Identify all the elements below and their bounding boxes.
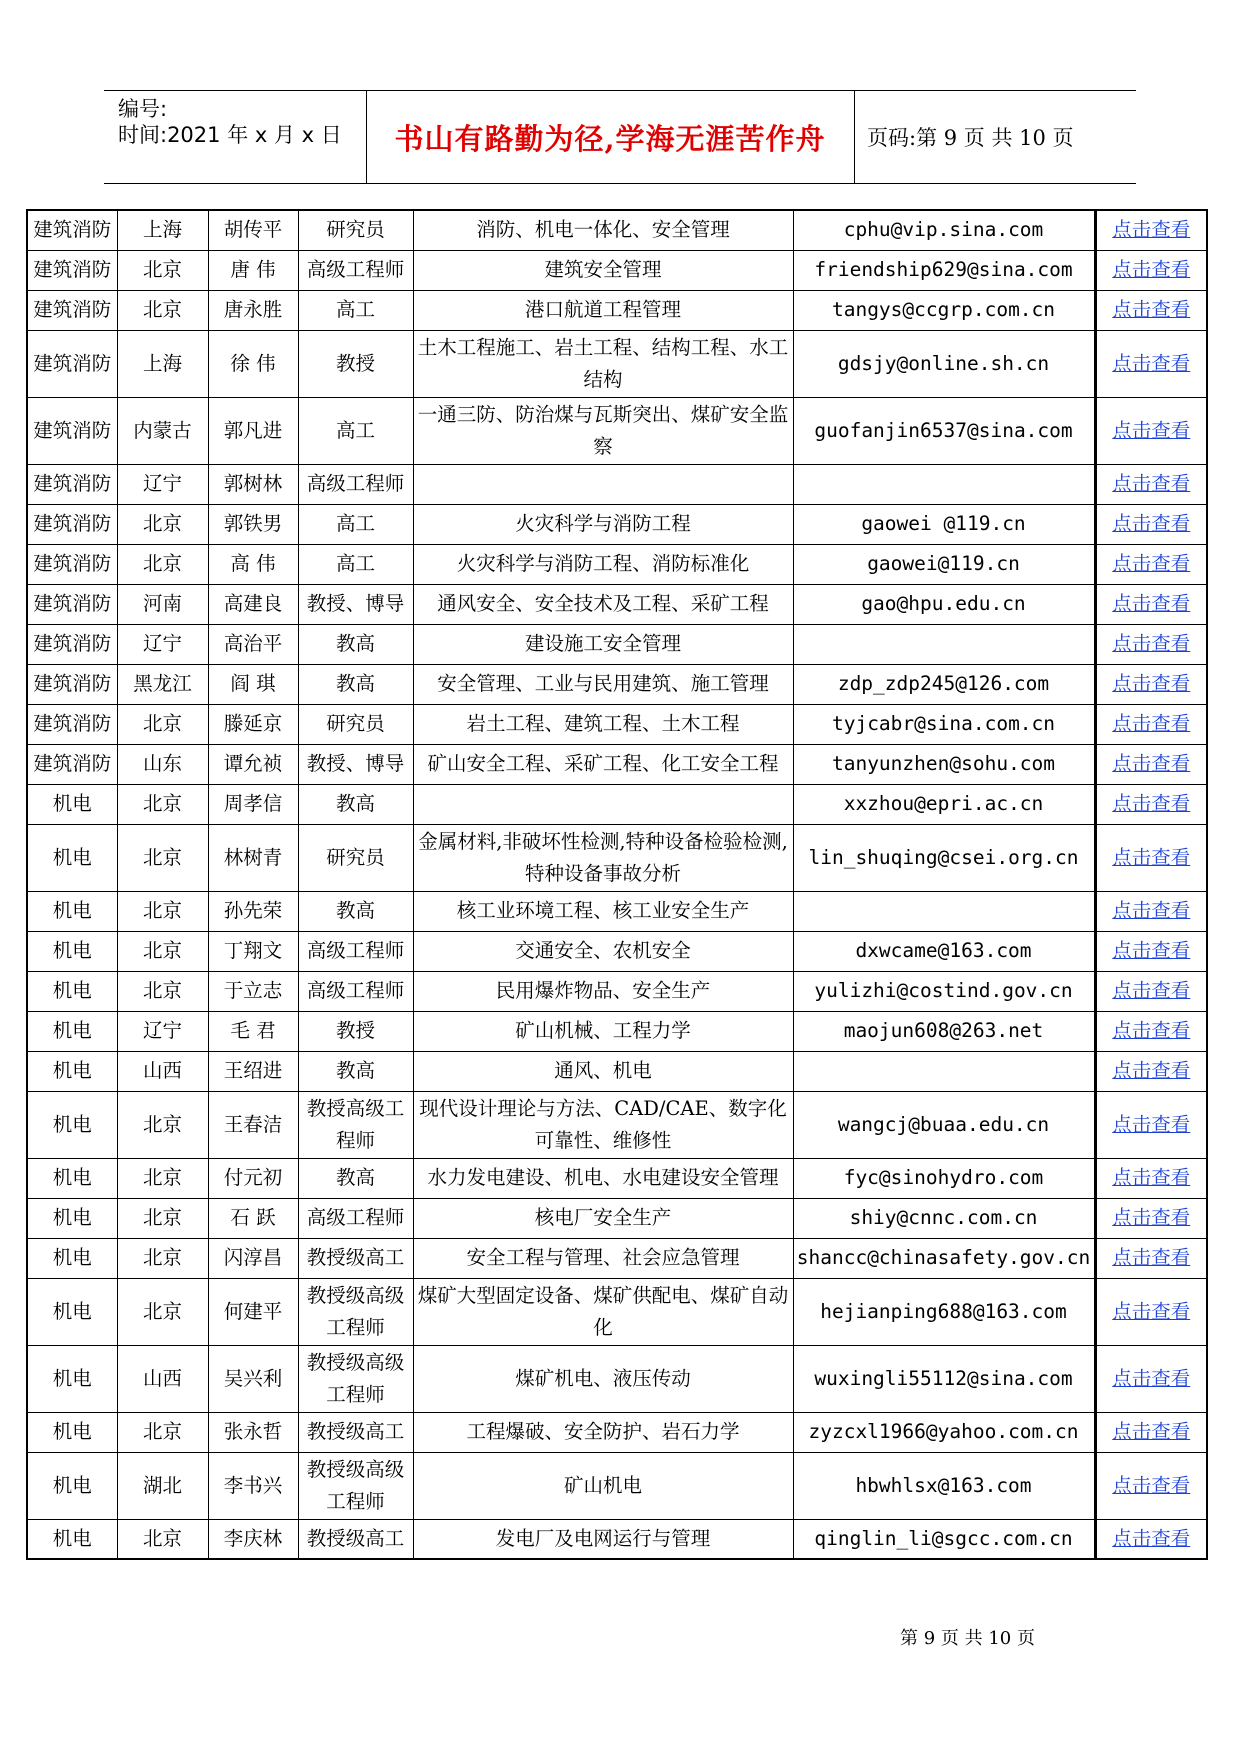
view-link-cell	[1095, 1011, 1207, 1051]
name-cell: 郭树林	[208, 464, 298, 504]
view-link-cell	[1095, 704, 1207, 744]
email-cell: friendship629@sina.com	[793, 250, 1095, 290]
table-row	[27, 744, 1207, 784]
view-link-cell	[1095, 1452, 1207, 1519]
view-link[interactable]: 点击查看	[1112, 1366, 1191, 1390]
table-row	[27, 464, 1207, 504]
name-cell: 吴兴利	[208, 1345, 298, 1412]
field-cell: 建筑消防	[27, 464, 117, 504]
email-cell: yulizhi@costind.gov.cn	[793, 971, 1095, 1011]
email-cell: gao@hpu.edu.cn	[793, 584, 1095, 624]
region-cell: 北京	[117, 544, 208, 584]
email-cell: zyzcxl1966@yahoo.com.cn	[793, 1412, 1095, 1452]
time-label: 时间:2021 年 x 月 x 日	[118, 123, 342, 147]
title-cell: 高级工程师	[298, 464, 413, 504]
region-cell: 北京	[117, 1198, 208, 1238]
name-cell: 徐 伟	[208, 330, 298, 397]
title-cell: 教授	[298, 1011, 413, 1051]
title-cell: 教高	[298, 1051, 413, 1091]
field-cell: 机电	[27, 1452, 117, 1519]
region-cell: 上海	[117, 330, 208, 397]
view-link[interactable]: 点击查看	[1112, 1206, 1191, 1229]
email-cell: guofanjin6537@sina.com	[793, 397, 1095, 464]
email-cell: cphu@vip.sina.com	[793, 210, 1095, 250]
region-cell: 北京	[117, 1158, 208, 1198]
title-cell: 研究员	[298, 210, 413, 250]
region-cell: 北京	[117, 784, 208, 824]
region-cell: 北京	[117, 931, 208, 971]
specialty-cell: 矿山机械、工程力学	[413, 1011, 793, 1051]
field-cell: 建筑消防	[27, 397, 117, 464]
table-row	[27, 584, 1207, 624]
title-cell: 高级工程师	[298, 931, 413, 971]
title-cell: 教授级高级工程师	[298, 1452, 413, 1519]
region-cell: 山西	[117, 1051, 208, 1091]
title-cell: 教授级高工	[298, 1519, 413, 1559]
table-row	[27, 1051, 1207, 1091]
specialty-cell: 民用爆炸物品、安全生产	[413, 971, 793, 1011]
header-meta	[104, 91, 367, 183]
specialty-cell: 安全管理、工业与民用建筑、施工管理	[413, 664, 793, 704]
table-row	[27, 250, 1207, 290]
specialty-cell: 土木工程施工、岩土工程、结构工程、水工结构	[413, 330, 793, 397]
name-cell: 闪淳昌	[208, 1238, 298, 1278]
view-link[interactable]: 点击查看	[1112, 752, 1191, 775]
serial-label: 编号:	[118, 97, 168, 121]
email-cell: tanyunzhen@sohu.com	[793, 744, 1095, 784]
email-cell	[793, 891, 1095, 931]
name-cell: 丁翔文	[208, 931, 298, 971]
field-cell: 机电	[27, 971, 117, 1011]
view-link[interactable]: 点击查看	[1112, 418, 1191, 442]
name-cell: 毛 君	[208, 1011, 298, 1051]
view-link-cell	[1095, 290, 1207, 330]
field-cell: 建筑消防	[27, 584, 117, 624]
view-link-cell	[1095, 330, 1207, 397]
title-cell: 高级工程师	[298, 1198, 413, 1238]
specialty-cell: 核电厂安全生产	[413, 1198, 793, 1238]
name-cell: 高治平	[208, 624, 298, 664]
header-page-cell	[855, 91, 1136, 183]
view-link-cell	[1095, 584, 1207, 624]
email-cell: dxwcame@163.com	[793, 931, 1095, 971]
region-cell: 内蒙古	[117, 397, 208, 464]
title-cell: 研究员	[298, 704, 413, 744]
view-link-cell	[1095, 971, 1207, 1011]
field-cell: 建筑消防	[27, 744, 117, 784]
table-row	[27, 544, 1207, 584]
specialty-cell: 消防、机电一体化、安全管理	[413, 210, 793, 250]
region-cell: 北京	[117, 824, 208, 891]
view-link[interactable]: 点击查看	[1112, 1166, 1191, 1189]
field-cell: 建筑消防	[27, 250, 117, 290]
name-cell: 高 伟	[208, 544, 298, 584]
title-cell: 教高	[298, 624, 413, 664]
view-link[interactable]: 点击查看	[1112, 1299, 1191, 1323]
name-cell: 何建平	[208, 1278, 298, 1345]
email-cell: zdp_zdp245@126.com	[793, 664, 1095, 704]
field-cell: 建筑消防	[27, 624, 117, 664]
view-link[interactable]: 点击查看	[1112, 1112, 1191, 1136]
view-link[interactable]: 点击查看	[1112, 1420, 1191, 1443]
field-cell: 机电	[27, 1051, 117, 1091]
region-cell: 黑龙江	[117, 664, 208, 704]
table-row	[27, 891, 1207, 931]
specialty-cell: 通风安全、安全技术及工程、采矿工程	[413, 584, 793, 624]
region-cell: 北京	[117, 290, 208, 330]
specialty-cell: 建设施工安全管理	[413, 624, 793, 664]
specialty-cell: 通风、机电	[413, 1051, 793, 1091]
email-cell: hbwhlsx@163.com	[793, 1452, 1095, 1519]
title-cell: 教授级高级工程师	[298, 1345, 413, 1412]
name-cell: 李书兴	[208, 1452, 298, 1519]
field-cell: 建筑消防	[27, 704, 117, 744]
name-cell: 胡传平	[208, 210, 298, 250]
field-cell: 建筑消防	[27, 544, 117, 584]
table-row	[27, 1452, 1207, 1519]
specialty-cell: 发电厂及电网运行与管理	[413, 1519, 793, 1559]
title-cell: 高工	[298, 290, 413, 330]
field-cell: 建筑消防	[27, 664, 117, 704]
field-cell: 机电	[27, 931, 117, 971]
header-motto-cell	[366, 91, 855, 183]
name-cell: 周孝信	[208, 784, 298, 824]
email-cell: xxzhou@epri.ac.cn	[793, 784, 1095, 824]
title-cell: 教授级高工	[298, 1412, 413, 1452]
table-row	[27, 1519, 1207, 1559]
region-cell: 北京	[117, 250, 208, 290]
table-row	[27, 624, 1207, 664]
table-row	[27, 1091, 1207, 1158]
field-cell: 建筑消防	[27, 504, 117, 544]
email-cell: shiy@cnnc.com.cn	[793, 1198, 1095, 1238]
table-row	[27, 664, 1207, 704]
region-cell: 辽宁	[117, 1011, 208, 1051]
specialty-cell	[413, 464, 793, 504]
view-link-cell	[1095, 1238, 1207, 1278]
email-cell: tangys@ccgrp.com.cn	[793, 290, 1095, 330]
field-cell: 机电	[27, 1198, 117, 1238]
specialty-cell: 交通安全、农机安全	[413, 931, 793, 971]
specialty-cell: 火灾科学与消防工程、消防标准化	[413, 544, 793, 584]
name-cell: 谭允祯	[208, 744, 298, 784]
view-link-cell	[1095, 544, 1207, 584]
region-cell: 北京	[117, 1278, 208, 1345]
title-cell: 教授、博导	[298, 744, 413, 784]
view-link[interactable]: 点击查看	[1112, 1246, 1191, 1269]
region-cell: 北京	[117, 1091, 208, 1158]
table-row	[27, 290, 1207, 330]
view-link-cell	[1095, 664, 1207, 704]
specialty-cell: 煤矿机电、液压传动	[413, 1345, 793, 1412]
view-link[interactable]: 点击查看	[1112, 899, 1191, 922]
view-link[interactable]: 点击查看	[1112, 218, 1191, 242]
specialty-cell	[413, 784, 793, 824]
table-row	[27, 1412, 1207, 1452]
table-row	[27, 1198, 1207, 1238]
table-row	[27, 704, 1207, 744]
view-link-cell	[1095, 624, 1207, 664]
specialty-cell: 安全工程与管理、社会应急管理	[413, 1238, 793, 1278]
title-cell: 教高	[298, 1158, 413, 1198]
view-link-cell	[1095, 824, 1207, 891]
table-row	[27, 330, 1207, 397]
view-link-cell	[1095, 1091, 1207, 1158]
region-cell: 辽宁	[117, 464, 208, 504]
table-row	[27, 931, 1207, 971]
name-cell: 林树青	[208, 824, 298, 891]
table-row	[27, 824, 1207, 891]
title-cell: 教高	[298, 664, 413, 704]
region-cell: 北京	[117, 891, 208, 931]
email-cell: hejianping688@163.com	[793, 1278, 1095, 1345]
view-link-cell	[1095, 1198, 1207, 1238]
name-cell: 高建良	[208, 584, 298, 624]
view-link[interactable]: 点击查看	[1112, 592, 1191, 615]
name-cell: 郭凡进	[208, 397, 298, 464]
table-row	[27, 1345, 1207, 1412]
title-cell: 高工	[298, 397, 413, 464]
specialty-cell: 煤矿大型固定设备、煤矿供配电、煤矿自动化	[413, 1278, 793, 1345]
specialty-cell: 金属材料,非破坏性检测,特种设备检验检测,特种设备事故分析	[413, 824, 793, 891]
title-cell: 研究员	[298, 824, 413, 891]
specialty-cell: 岩土工程、建筑工程、土木工程	[413, 704, 793, 744]
field-cell: 机电	[27, 824, 117, 891]
name-cell: 唐 伟	[208, 250, 298, 290]
email-cell	[793, 1051, 1095, 1091]
view-link[interactable]: 点击查看	[1112, 552, 1191, 575]
view-link-cell	[1095, 784, 1207, 824]
name-cell: 阎 琪	[208, 664, 298, 704]
region-cell: 山东	[117, 744, 208, 784]
title-cell: 高工	[298, 544, 413, 584]
name-cell: 滕延京	[208, 704, 298, 744]
specialty-cell: 港口航道工程管理	[413, 290, 793, 330]
table-row	[27, 1158, 1207, 1198]
specialty-cell: 水力发电建设、机电、水电建设安全管理	[413, 1158, 793, 1198]
view-link[interactable]: 点击查看	[1112, 472, 1191, 495]
region-cell: 北京	[117, 704, 208, 744]
field-cell: 机电	[27, 1412, 117, 1452]
region-cell: 北京	[117, 1412, 208, 1452]
view-link-cell	[1095, 1345, 1207, 1412]
view-link-cell	[1095, 1051, 1207, 1091]
name-cell: 李庆林	[208, 1519, 298, 1559]
motto: 书山有路勤为径,学海无涯苦作舟	[394, 121, 826, 156]
view-link-cell	[1095, 397, 1207, 464]
specialty-cell: 核工业环境工程、核工业安全生产	[413, 891, 793, 931]
page-header	[104, 90, 1136, 184]
title-cell: 教授、博导	[298, 584, 413, 624]
region-cell: 上海	[117, 210, 208, 250]
email-cell: tyjcabr@sina.com.cn	[793, 704, 1095, 744]
view-link[interactable]: 点击查看	[1112, 845, 1191, 869]
email-cell: wangcj@buaa.edu.cn	[793, 1091, 1095, 1158]
field-cell: 机电	[27, 1278, 117, 1345]
email-cell: maojun608@263.net	[793, 1011, 1095, 1051]
table-row	[27, 210, 1207, 250]
view-link-cell	[1095, 891, 1207, 931]
view-link[interactable]: 点击查看	[1112, 939, 1191, 962]
title-cell: 教高	[298, 891, 413, 931]
region-cell: 北京	[117, 1519, 208, 1559]
view-link-cell	[1095, 210, 1207, 250]
table-row	[27, 397, 1207, 464]
name-cell: 王春洁	[208, 1091, 298, 1158]
name-cell: 张永哲	[208, 1412, 298, 1452]
name-cell: 石 跃	[208, 1198, 298, 1238]
view-link[interactable]: 点击查看	[1112, 979, 1191, 1002]
table-row	[27, 971, 1207, 1011]
email-cell: shancc@chinasafety.gov.cn	[793, 1238, 1095, 1278]
view-link-cell	[1095, 464, 1207, 504]
email-cell: fyc@sinohydro.com	[793, 1158, 1095, 1198]
title-cell: 高级工程师	[298, 971, 413, 1011]
region-cell: 北京	[117, 971, 208, 1011]
field-cell: 机电	[27, 1011, 117, 1051]
table-row	[27, 504, 1207, 544]
specialty-cell: 建筑安全管理	[413, 250, 793, 290]
view-link[interactable]: 点击查看	[1112, 298, 1191, 321]
title-cell: 教授高级工程师	[298, 1091, 413, 1158]
title-cell: 高工	[298, 504, 413, 544]
email-cell: gdsjy@online.sh.cn	[793, 330, 1095, 397]
email-cell: gaowei@119.cn	[793, 544, 1095, 584]
region-cell: 山西	[117, 1345, 208, 1412]
view-link-cell	[1095, 504, 1207, 544]
name-cell: 王绍进	[208, 1051, 298, 1091]
region-cell: 辽宁	[117, 624, 208, 664]
view-link-cell	[1095, 1519, 1207, 1559]
view-link-cell	[1095, 250, 1207, 290]
view-link[interactable]: 点击查看	[1112, 1473, 1191, 1497]
email-cell	[793, 464, 1095, 504]
view-link[interactable]: 点击查看	[1112, 1019, 1191, 1042]
view-link-cell	[1095, 1158, 1207, 1198]
view-link[interactable]: 点击查看	[1112, 632, 1191, 655]
view-link[interactable]: 点击查看	[1112, 792, 1191, 815]
field-cell: 机电	[27, 1158, 117, 1198]
view-link-cell	[1095, 931, 1207, 971]
field-cell: 机电	[27, 891, 117, 931]
field-cell: 机电	[27, 1238, 117, 1278]
region-cell: 北京	[117, 1238, 208, 1278]
region-cell: 湖北	[117, 1452, 208, 1519]
view-link-cell	[1095, 1412, 1207, 1452]
specialty-cell: 火灾科学与消防工程	[413, 504, 793, 544]
table-row	[27, 1238, 1207, 1278]
name-cell: 唐永胜	[208, 290, 298, 330]
specialty-cell: 工程爆破、安全防护、岩石力学	[413, 1412, 793, 1452]
table-row	[27, 1011, 1207, 1051]
view-link[interactable]: 点击查看	[1112, 258, 1191, 281]
page-footer: 第 9 页 共 10 页	[900, 1628, 1035, 1649]
field-cell: 建筑消防	[27, 330, 117, 397]
title-cell: 教授级高级工程师	[298, 1278, 413, 1345]
table-row	[27, 1278, 1207, 1345]
field-cell: 机电	[27, 1519, 117, 1559]
email-cell: gaowei @119.cn	[793, 504, 1095, 544]
field-cell: 机电	[27, 1091, 117, 1158]
region-cell: 河南	[117, 584, 208, 624]
name-cell: 于立志	[208, 971, 298, 1011]
title-cell: 高级工程师	[298, 250, 413, 290]
view-link[interactable]: 点击查看	[1112, 351, 1191, 375]
title-cell: 教授	[298, 330, 413, 397]
region-cell: 北京	[117, 504, 208, 544]
view-link-cell	[1095, 1278, 1207, 1345]
view-link[interactable]: 点击查看	[1112, 672, 1191, 695]
email-cell	[793, 624, 1095, 664]
view-link-cell	[1095, 744, 1207, 784]
specialty-cell: 矿山安全工程、采矿工程、化工安全工程	[413, 744, 793, 784]
view-link[interactable]: 点击查看	[1112, 1059, 1191, 1082]
email-cell: lin_shuqing@csei.org.cn	[793, 824, 1095, 891]
field-cell: 建筑消防	[27, 290, 117, 330]
view-link[interactable]: 点击查看	[1112, 512, 1191, 535]
field-cell: 机电	[27, 784, 117, 824]
name-cell: 付元初	[208, 1158, 298, 1198]
specialty-cell: 现代设计理论与方法、CAD/CAE、数字化可靠性、维修性	[413, 1091, 793, 1158]
name-cell: 郭铁男	[208, 504, 298, 544]
specialty-cell: 矿山机电	[413, 1452, 793, 1519]
page-info: 页码:第 9 页 共 10 页	[867, 126, 1074, 150]
field-cell: 机电	[27, 1345, 117, 1412]
title-cell: 教高	[298, 784, 413, 824]
name-cell: 孙先荣	[208, 891, 298, 931]
specialty-cell: 一通三防、防治煤与瓦斯突出、煤矿安全监察	[413, 397, 793, 464]
email-cell: wuxingli55112@sina.com	[793, 1345, 1095, 1412]
field-cell: 建筑消防	[27, 210, 117, 250]
view-link[interactable]: 点击查看	[1112, 1526, 1191, 1550]
title-cell: 教授级高工	[298, 1238, 413, 1278]
table-row	[27, 784, 1207, 824]
expert-table	[26, 209, 1208, 1560]
view-link[interactable]: 点击查看	[1112, 712, 1191, 735]
email-cell: qinglin_li@sgcc.com.cn	[793, 1519, 1095, 1559]
